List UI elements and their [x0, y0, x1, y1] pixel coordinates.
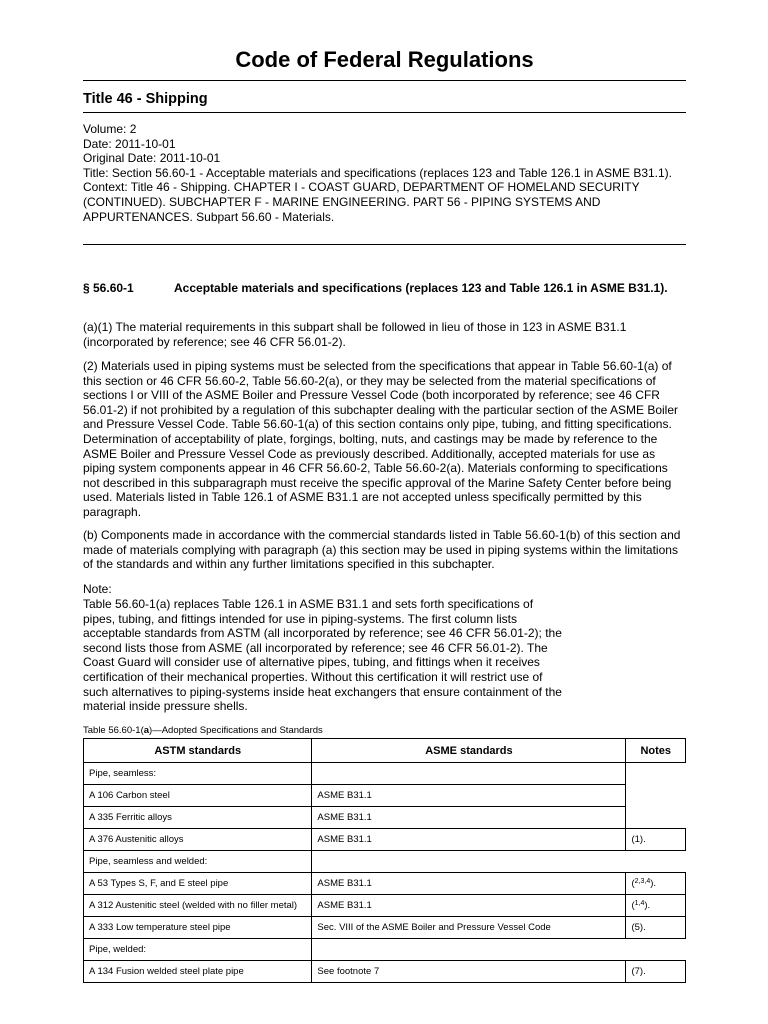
cell-astm: A 134 Fusion welded steel plate pipe: [84, 961, 312, 983]
cell-astm: A 53 Types S, F, and E steel pipe: [84, 873, 312, 895]
cell-notes: (7).: [626, 961, 686, 983]
cell-notes: [626, 939, 686, 961]
cell-asme: Sec. VIII of the ASME Boiler and Pressure Vessel Code: [312, 917, 626, 939]
cell-asme: [312, 939, 626, 961]
table-caption: [83, 725, 323, 737]
metadata-block: [83, 122, 686, 224]
cell-notes: (1).: [626, 829, 686, 851]
divider: [83, 80, 686, 81]
paragraph-b: (b) Components made in accordance with the commercial standards listed in Table 56.60-1(b) of this section and made of materials complying with paragraph (a) this section may be used in piping systems within the limitations of the standards and within any further limitations specified in this subchapter.: [83, 528, 681, 572]
table-row: [84, 829, 686, 851]
cell-notes: (5).: [626, 917, 686, 939]
header-asme: ASME standards: [312, 739, 626, 763]
cell-astm: A 333 Low temperature steel pipe: [84, 917, 312, 939]
cell-astm: Pipe, welded:: [84, 939, 312, 961]
context-line: Context: Title 46 - Shipping. CHAPTER I - COAST GUARD, DEPARTMENT OF HOMELAND SECURITY (CONTINUED). SUBCHAPTER F - MARINE ENGINEERING. PART 56 - PIPING SYSTEMS AND APPURTENANCES. Subpart 56.60 - Materials.: [83, 180, 640, 224]
cell-notes: [626, 873, 686, 895]
specifications-table: [83, 738, 686, 983]
cell-notes: [626, 807, 686, 829]
cell-astm: A 312 Austenitic steel (welded with no filler metal): [84, 895, 312, 917]
cell-notes: [626, 763, 686, 785]
cell-asme: ASME B31.1: [312, 829, 626, 851]
divider: [83, 244, 686, 245]
cell-asme: See footnote 7: [312, 961, 626, 983]
header-astm: ASTM standards: [84, 739, 312, 763]
header-notes: Notes: [626, 739, 686, 763]
table-row: [84, 807, 686, 829]
date-line: Date: 2011-10-01: [83, 136, 176, 151]
caption-bold: a: [143, 725, 150, 736]
table-row: [84, 961, 686, 983]
cell-astm: Pipe, seamless:: [84, 763, 312, 785]
table-row: [84, 763, 686, 785]
notes-open: (: [631, 900, 635, 911]
table-row: [84, 895, 686, 917]
cell-asme: ASME B31.1: [312, 873, 626, 895]
table-row: [84, 851, 686, 873]
cell-astm: A 106 Carbon steel: [84, 785, 312, 807]
original-date-line: Original Date: 2011-10-01: [83, 151, 221, 166]
table-row: [84, 939, 686, 961]
notes-close: ).: [650, 878, 657, 889]
table-row: [84, 873, 686, 895]
cell-notes: [626, 895, 686, 917]
paragraph-a1: (a)(1) The material requirements in this subpart shall be followed in lieu of those in 123 in ASME B31.1 (incorporated by reference; see 46 CFR 56.01-2).: [83, 320, 627, 349]
cell-asme: ASME B31.1: [312, 807, 626, 829]
cell-notes: [626, 785, 686, 807]
cell-asme: ASME B31.1: [312, 895, 626, 917]
cell-astm: Pipe, seamless and welded:: [84, 851, 312, 873]
title-heading: Title 46 - Shipping: [83, 91, 208, 107]
note-label: Note:: [83, 582, 112, 596]
cell-notes: [626, 851, 686, 873]
table-row: [84, 917, 686, 939]
section-title: Acceptable materials and specifications (replaces 123 and Table 126.1 in ASME B31.1).: [174, 281, 668, 295]
section-heading: [83, 281, 686, 296]
volume-line: Volume: 2: [83, 122, 137, 136]
cell-asme: [312, 851, 626, 873]
cell-astm: A 376 Austenitic alloys: [84, 829, 312, 851]
notes-superscript: 1,4: [634, 900, 645, 907]
notes-superscript: 2,3,4: [634, 878, 651, 885]
cell-asme: [312, 763, 626, 785]
caption-prefix: Table 56.60-1(: [83, 725, 144, 736]
document-title: Code of Federal Regulations: [235, 47, 534, 72]
paragraph-a2: (2) Materials used in piping systems must be selected from the specifications that appear in Table 56.60-1(a) of this section or 46 CFR 56.60-2, Table 56.60-2(a), or they may be selected from the material specifications of sections I or VIII of the ASME Boiler and Pressure Vessel Code (both incorporated by reference; see 46 CFR 56.01-2) if not prohibited by a regulation of this subchapter dealing with the particular section of the ASME Boiler and Pressure Vessel Code. Table 56.60-1(a) of this section contains only pipe, tubing, and fitting specifications. Determination of acceptability of plate, forgings, bolting, nuts, and castings may be made by reference to the ASME Boiler and Pressure Vessel Code as previously described. Additionally, accepted materials for use as piping system components appear in 46 CFR 56.60-2, Table 56.60-2(a). Materials conforming to specifications not described in this subparagraph must receive the specific approval of the Marine Safety Center before being used. Materials listed in Table 126.1 of ASME B31.1 are not accepted unless specifically permitted by this paragraph.: [83, 359, 679, 519]
caption-suffix: )—Adopted Specifications and Standards: [149, 725, 323, 736]
cell-asme: ASME B31.1: [312, 785, 626, 807]
divider: [83, 112, 686, 113]
notes-close: ).: [644, 900, 651, 911]
section-number: § 56.60-1: [83, 281, 134, 295]
table-row: [84, 785, 686, 807]
table-header-row: [84, 739, 686, 763]
note-text: Table 56.60-1(a) replaces Table 126.1 in ASME B31.1 and sets forth specifications of pipes, tubing, and fittings intended for use in piping-systems. The first column lists acceptable standards from ASTM (all incorporated by reference; see 46 CFR 56.01-2); the second lists those from ASME (all incorporated by reference; see 46 CFR 56.01-2). The Coast Guard will consider use of alternative pipes, tubing, and fittings when it receives certification of their mechanical properties. Without this certification it will restrict use of such alternatives to piping-systems inside heat exchangers that ensure containment of the material inside pressure shells.: [83, 597, 562, 714]
cell-astm: A 335 Ferritic alloys: [84, 807, 312, 829]
notes-open: (: [631, 878, 635, 889]
title-line: Title: Section 56.60-1 - Acceptable materials and specifications (replaces 123 and Table 126.1 in ASME B31.1).: [83, 165, 673, 180]
